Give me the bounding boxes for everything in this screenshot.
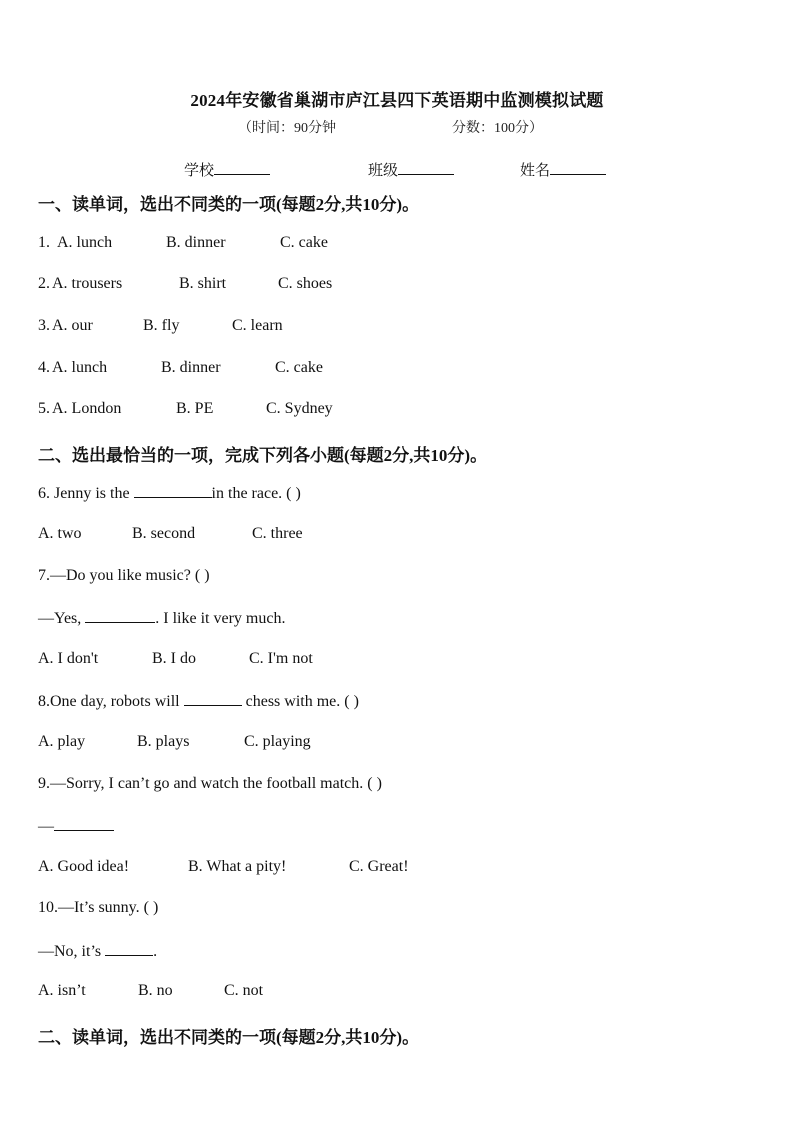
name-label: 姓名 (520, 163, 551, 179)
section2-heading: 二、选出最恰当的一项，完成下列各小题(每题2分,共10分)。 (38, 446, 488, 465)
option-c: C. not (224, 982, 264, 999)
answer-blank (85, 608, 155, 623)
question-9-reply-dash: — (38, 818, 54, 835)
question-7-reply-b: . I like it very much. (155, 610, 286, 627)
question-6-options (38, 525, 303, 543)
question-7-reply-a: —Yes, (38, 610, 86, 627)
question-8-stem (38, 691, 359, 711)
answer-blank (54, 816, 114, 831)
question-6-stem (38, 483, 301, 503)
option-a: A. lunch (57, 234, 113, 251)
total-score: 分数：100分） (452, 121, 543, 136)
school-label: 学校 (184, 163, 215, 179)
question-6-text-a: 6. Jenny is the (38, 485, 134, 502)
class-field (368, 159, 454, 180)
question-9-stem: 9.—Sorry, I can’t go and watch the football match. ( ) (38, 775, 382, 792)
question-8-text-b: chess with me. ( ) (241, 693, 359, 710)
question-10-reply-b: . (153, 943, 158, 960)
question-10-stem: 10.—It’s sunny. ( ) (38, 899, 159, 916)
option-b: B. PE (176, 400, 214, 417)
option-a: A. isn’t (38, 982, 86, 999)
option-c: C. shoes (278, 275, 333, 292)
question-10-reply (38, 941, 157, 961)
school-field (184, 159, 270, 180)
option-c: C. Sydney (266, 400, 333, 417)
question-number: 2. (38, 275, 50, 292)
answer-blank (105, 941, 153, 956)
option-a: A. trousers (52, 275, 123, 292)
option-a: A. two (38, 525, 82, 542)
option-a: A. our (52, 317, 93, 334)
answer-blank (184, 691, 242, 706)
option-c: C. playing (244, 733, 311, 750)
option-b: B. fly (143, 317, 180, 334)
question-8-text-a: 8.One day, robots will (38, 693, 184, 710)
exam-title: 2024年安徽省巢湖市庐江县四下英语期中监测模拟试题 (190, 91, 604, 110)
question-row (38, 234, 328, 252)
name-field (520, 159, 606, 180)
option-b: B. plays (137, 733, 190, 750)
class-label: 班级 (368, 163, 399, 179)
option-c: C. cake (275, 359, 323, 376)
question-6-text-b: in the race. ( ) (211, 485, 301, 502)
option-b: B. dinner (166, 234, 226, 251)
question-7-reply (38, 608, 285, 628)
answer-blank (134, 483, 212, 498)
question-row (38, 400, 333, 418)
question-row (38, 359, 323, 377)
option-a: A. lunch (52, 359, 108, 376)
option-c: C. cake (280, 234, 328, 251)
question-number: 4. (38, 359, 50, 376)
class-blank (398, 160, 454, 175)
option-a: A. London (52, 400, 122, 417)
section3-heading: 二、读单词，选出不同类的一项(每题2分,共10分)。 (38, 1028, 420, 1047)
question-row (38, 275, 333, 293)
question-10-options (38, 982, 264, 1000)
option-b: B. second (132, 525, 196, 542)
option-a: A. Good idea! (38, 858, 130, 875)
option-c: C. three (252, 525, 303, 542)
option-c: C. Great! (349, 858, 409, 875)
option-a: A. I don't (38, 650, 99, 667)
option-b: B. no (138, 982, 173, 999)
option-a: A. play (38, 733, 86, 750)
option-c: C. learn (232, 317, 283, 334)
time-limit: （时间：90分钟 (238, 121, 336, 136)
name-blank (550, 160, 606, 175)
question-number: 5. (38, 400, 50, 417)
question-number: 1. (38, 234, 50, 251)
section1-heading: 一、读单词，选出不同类的一项(每题2分,共10分)。 (38, 195, 420, 214)
question-8-options (38, 733, 311, 751)
option-b: B. What a pity! (188, 858, 287, 875)
option-b: B. I do (152, 650, 196, 667)
question-7-options (38, 650, 313, 668)
question-10-reply-a: —No, it’s (38, 943, 106, 960)
option-c: C. I'm not (249, 650, 313, 667)
option-b: B. shirt (179, 275, 227, 292)
question-9-options (38, 858, 409, 876)
option-b: B. dinner (161, 359, 221, 376)
question-row (38, 317, 283, 335)
question-7-stem: 7.—Do you like music? ( ) (38, 567, 210, 584)
question-9-reply (38, 816, 114, 836)
question-number: 3. (38, 317, 50, 334)
school-blank (214, 160, 270, 175)
